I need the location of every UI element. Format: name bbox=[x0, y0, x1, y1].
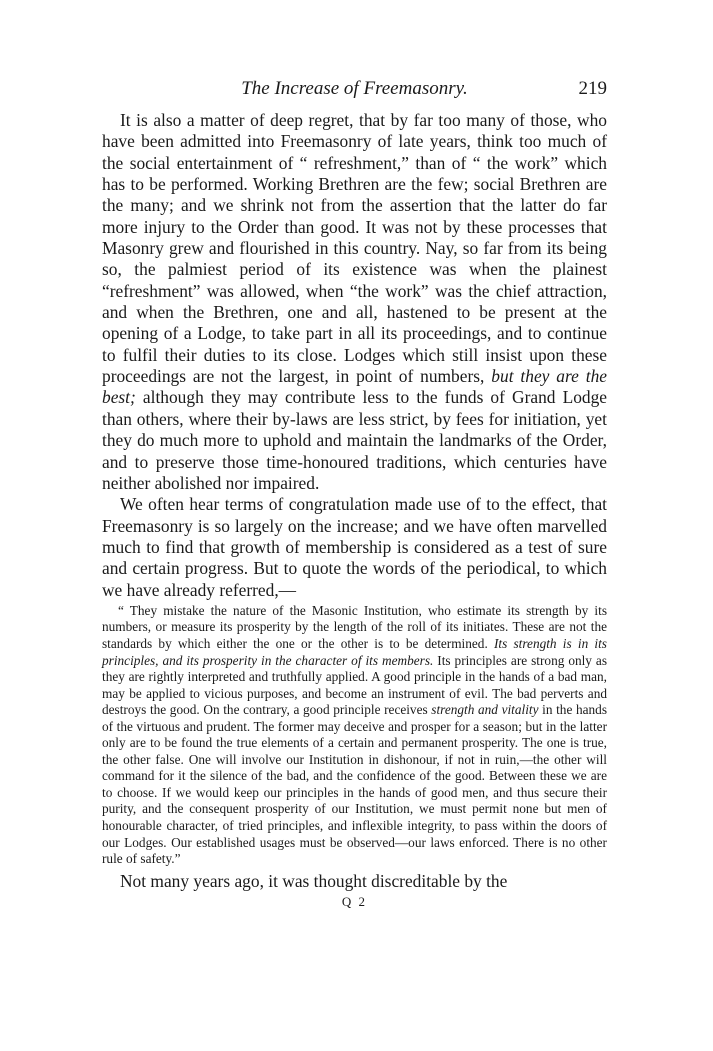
italic-emphasis: strength and vitality bbox=[431, 702, 539, 718]
book-page bbox=[102, 74, 607, 910]
signature-mark: Q 2 bbox=[341, 894, 368, 909]
paragraph-2: We often hear terms of congratulation made use of to the effect, that Freemasonry is so largely on the increase; and we have often marvelled much to find that growth of membership is considered as a test of sure and certain progress. But to quote the words of the periodical, to which we have already referred,— bbox=[102, 494, 607, 600]
running-title: The Increase of Freemasonry. bbox=[241, 78, 468, 99]
italic-emphasis: but they are the best; bbox=[102, 366, 607, 408]
paragraph-3: Not many years ago, it was thought discreditable by the bbox=[120, 870, 508, 891]
paragraph-1: It is also a matter of deep regret, that by far too many of those, who have been admitted into Freemasonry of late years, think too much of the social entertainment of “ refreshment,” than of “ the work” which has to be performed. Working Brethren are the few; social Brethren are the many; and we shrink not from the assertion that the latter do far more injury to the Order than good. It was not by these processes that Masonry grew and flourished in this country. Nay, so far from its being so, the palmiest period of its existence was when the plainest “refreshment” was allowed, when “the work” was the chief attraction, and when the Brethren, one and all, hastened to be present at the opening of a Lodge, to take part in all its proceedings, and to continue to fulfil their duties to its close. Lodges which still insist upon these proceedings are not the largest, in point of numbers, but they are the best; although they may contribute less to the funds of Grand Lodge than others, where their by-laws are less strict, by fees for initiation, yet they do much more to uphold and maintain the landmarks of the Order, and to preserve those time-honoured traditions, which centuries have neither abolished nor impaired. bbox=[102, 110, 607, 493]
block-quote: “ They mistake the nature of the Masonic Institution, who estimate its strength by its numbers, or measure its prosperity by the length of the roll of its initiates. These are not the standards by which either the one or the other is to be determined. Its strength is in its principles, and its prosperity in the character of its members. Its principles are strong only as they are rightly interpreted and truthfully applied. A good principle in the hands of a bad man, may be applied to vicious purposes, and become an instrument of evil. The bad perverts and destroys the good. On the contrary, a good principle receives strength and vitality in the hands of the virtuous and prudent. The former may deceive and prosper for a season; but in the latter only are to be found the true elements of a certain and permanent prosperity. The one is true, the other false. One will involve our Institution in dishonour, if not in ruin,—the other will command for it the silence of the bad, and the confidence of the good. Between these we are to choose. If we would keep our principles in the hands of good men, and thus secure their purity, and the consequent prosperity of our Institution, we must permit none but men of honourable character, of tried principles, and inflexible integrity, to pass within the doors of our Lodges. Our established usages must be observed—our laws enforced. There is no other rule of safety.” bbox=[102, 602, 607, 867]
italic-emphasis: Its strength is in its principles, and its prosperity in the character of its members. bbox=[102, 636, 607, 668]
running-header bbox=[102, 74, 607, 104]
page-number: 219 bbox=[578, 78, 607, 99]
